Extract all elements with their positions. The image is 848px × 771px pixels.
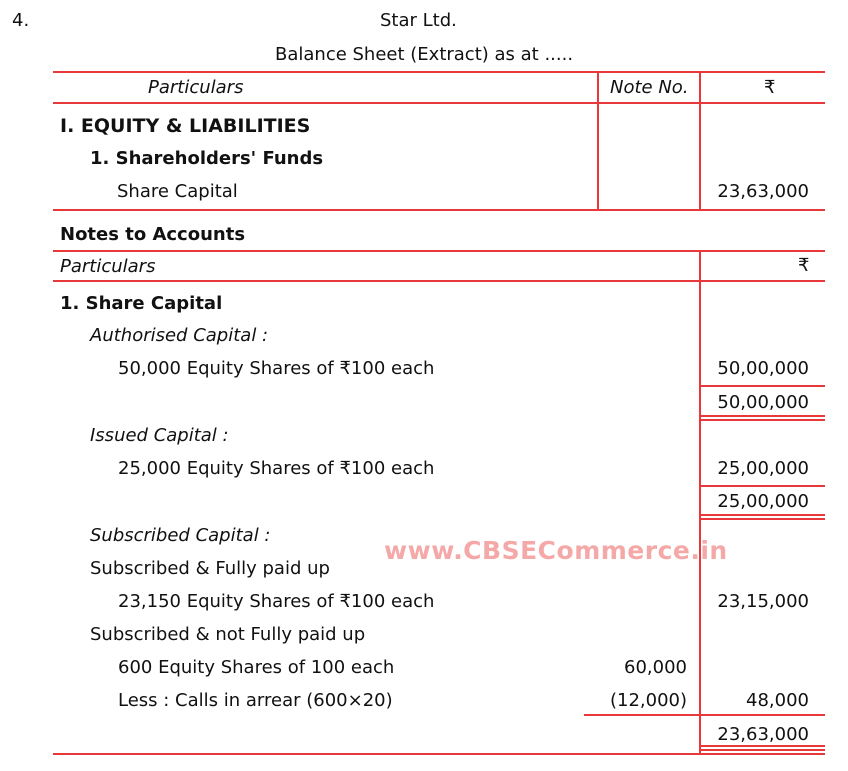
calls-in-arrear-line: Less : Calls in arrear (600×20) (118, 690, 393, 711)
notes-header-particulars: Particulars (60, 256, 156, 277)
bs-header-note-no: Note No. (610, 77, 689, 98)
authorised-subtotal-rule (701, 385, 825, 387)
issued-subtotal-rule (701, 485, 825, 487)
issued-double-rule-1 (701, 514, 825, 516)
bs-subsection-heading: 1. Shareholders' Funds (90, 148, 324, 169)
issued-label: Issued Capital : (90, 425, 229, 446)
bs-top-rule (53, 71, 825, 73)
issued-amount: 25,00,000 (717, 458, 809, 479)
fully-paid-amount: 23,15,000 (717, 591, 809, 612)
not-fully-paid-label: Subscribed & not Fully paid up (90, 624, 366, 645)
fully-paid-label: Subscribed & Fully paid up (90, 558, 330, 579)
authorised-double-rule-2 (701, 419, 825, 421)
notes-title: Notes to Accounts (60, 224, 246, 245)
notes-top-rule (53, 250, 825, 252)
issued-double-rule-2 (701, 518, 825, 520)
not-fully-paid-net-amount: 48,000 (746, 690, 809, 711)
subscribed-label: Subscribed Capital : (90, 525, 271, 546)
authorised-line: 50,000 Equity Shares of ₹100 each (118, 358, 435, 379)
authorised-label: Authorised Capital : (90, 325, 269, 346)
subscribed-double-rule-1 (701, 745, 825, 747)
bs-header-particulars: Particulars (148, 77, 244, 98)
authorised-amount: 50,00,000 (717, 358, 809, 379)
company-name: Star Ltd. (380, 10, 457, 31)
not-fully-paid-inner-amount: 60,000 (624, 657, 687, 678)
not-fully-paid-line: 600 Equity Shares of 100 each (118, 657, 395, 678)
bs-divider-note (597, 71, 599, 211)
bs-header-rule (53, 102, 825, 104)
calls-in-arrear-inner-amount: (12,000) (609, 690, 687, 711)
subscribed-total: 23,63,000 (717, 724, 809, 745)
fully-paid-line: 23,150 Equity Shares of ₹100 each (118, 591, 435, 612)
statement-title: Balance Sheet (Extract) as at ..... (275, 44, 574, 65)
issued-line: 25,000 Equity Shares of ₹100 each (118, 458, 435, 479)
bs-item-label: Share Capital (117, 181, 238, 202)
subscribed-double-rule-2 (701, 749, 825, 751)
bs-item-amount: 23,63,000 (717, 181, 809, 202)
notes-header-rule (53, 280, 825, 282)
bs-section-heading: I. EQUITY & LIABILITIES (60, 115, 311, 137)
subscribed-subtotal-rule (584, 714, 825, 716)
authorised-total: 50,00,000 (717, 392, 809, 413)
authorised-double-rule-1 (701, 415, 825, 417)
notes-bottom-rule (53, 753, 825, 755)
bs-header-amount: ₹ (764, 77, 776, 98)
notes-header-amount: ₹ (798, 255, 810, 276)
issued-total: 25,00,000 (717, 491, 809, 512)
question-number: 4. (12, 10, 30, 31)
watermark-text: www.CBSECommerce.in (384, 536, 728, 565)
bs-bottom-rule (53, 209, 825, 211)
note-heading: 1. Share Capital (60, 293, 223, 314)
